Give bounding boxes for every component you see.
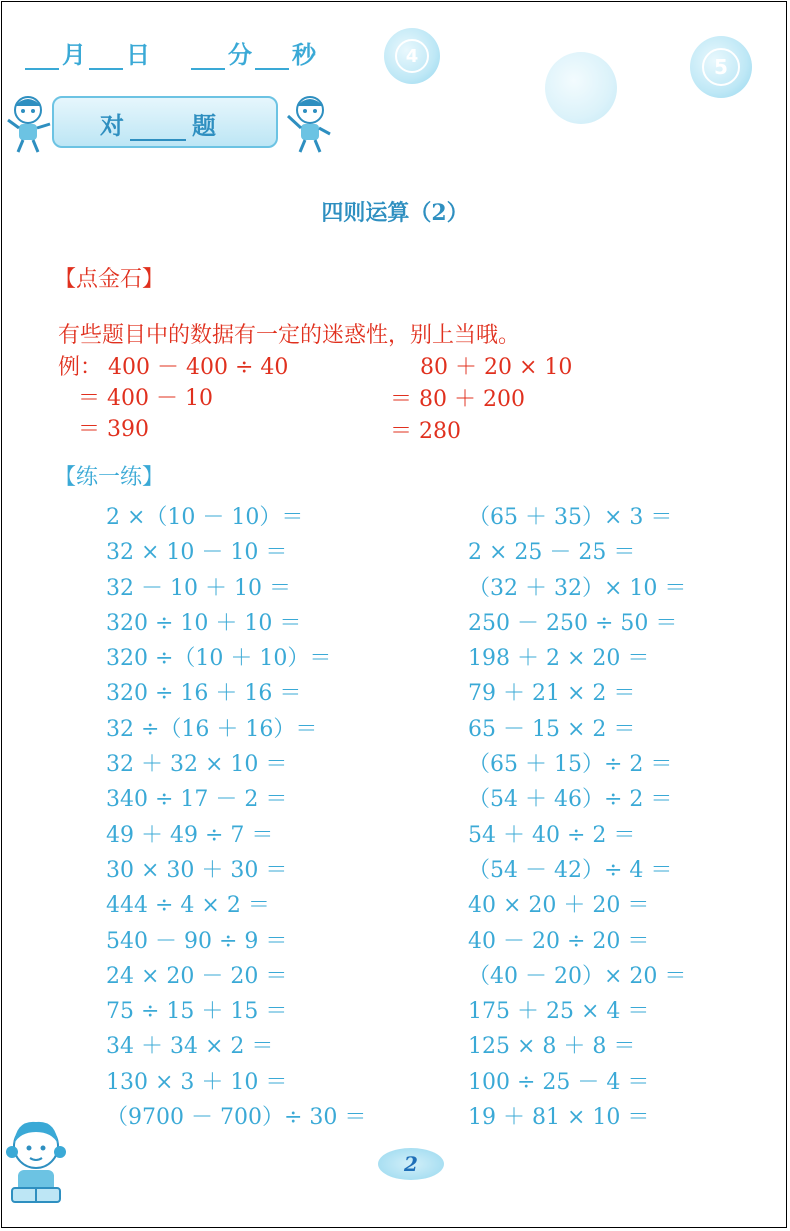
month-label: 月: [62, 41, 86, 69]
problem-right: （54 － 42）÷ 4 ＝: [468, 857, 673, 883]
problem-right: 250 － 250 ÷ 50 ＝: [468, 610, 678, 636]
practice-label: 【练一练】: [54, 465, 165, 490]
day-blank[interactable]: [89, 42, 123, 70]
tip-label: 【点金石】: [54, 267, 165, 292]
problem-right: 40 × 20 ＋ 20 ＝: [468, 893, 650, 919]
problem-left: 32 ÷（16 ＋ 16）＝: [106, 716, 318, 742]
date-time-line: [22, 36, 316, 70]
problem-right: （65 ＋ 15）÷ 2 ＝: [468, 752, 673, 778]
problem-right: （40 － 20）× 20 ＝: [468, 963, 687, 989]
problem-right: 125 × 8 ＋ 8 ＝: [468, 1034, 636, 1060]
problem-right: （54 ＋ 46）÷ 2 ＝: [468, 787, 673, 813]
problem-right: （65 ＋ 35）× 3 ＝: [468, 505, 673, 530]
example-left-line-2: ＝ 400 － 10: [78, 386, 213, 411]
minute-label: 分: [228, 41, 252, 69]
problem-right: 19 ＋ 81 × 10 ＝: [468, 1105, 650, 1131]
problem-left: 49 ＋ 49 ÷ 7 ＝: [106, 822, 274, 848]
problem-left: 2 ×（10 － 10）＝: [106, 505, 304, 530]
banner-right-char: 题: [192, 112, 216, 140]
badge-4-bubble: [384, 28, 440, 84]
minute-blank[interactable]: [191, 42, 225, 70]
problem-left: 320 ÷ 10 ＋ 10 ＝: [106, 610, 302, 636]
problem-right: 100 ÷ 25 － 4 ＝: [468, 1069, 650, 1095]
example-prefix: 例：: [58, 355, 103, 380]
example-right-line-2: ＝ 80 ＋ 200: [390, 387, 525, 412]
month-blank[interactable]: [25, 42, 59, 70]
example-right-line-1: 80 ＋ 20 × 10: [420, 355, 573, 380]
example-right-line-3: ＝ 280: [390, 419, 461, 444]
problem-right: 54 ＋ 40 ÷ 2 ＝: [468, 822, 636, 848]
problem-right: （32 ＋ 32）× 10 ＝: [468, 575, 687, 601]
boy-right-icon: [282, 94, 332, 156]
problem-right: 40 － 20 ÷ 20 ＝: [468, 928, 650, 954]
problem-left: 24 × 20 － 20 ＝: [106, 963, 288, 989]
problem-left: 130 × 3 ＋ 10 ＝: [106, 1069, 288, 1095]
second-label: 秒: [292, 41, 316, 69]
problem-right: 198 ＋ 2 × 20 ＝: [468, 646, 650, 672]
problem-left: 34 ＋ 34 × 2 ＝: [106, 1034, 274, 1060]
problem-left: 75 ÷ 15 ＋ 15 ＝: [106, 999, 288, 1025]
boy-left-icon: [6, 94, 56, 156]
day-label: 日: [126, 41, 150, 69]
problem-left: 444 ÷ 4 × 2 ＝: [106, 893, 270, 919]
problem-left: 32 ＋ 32 × 10 ＝: [106, 752, 288, 778]
problem-left: 32 － 10 ＋ 10 ＝: [106, 575, 291, 601]
problem-left: （9700 － 700）÷ 30 ＝: [106, 1105, 367, 1131]
problem-left: 320 ÷ 16 ＋ 16 ＝: [106, 681, 302, 707]
banner-left-char: 对: [100, 112, 124, 140]
example-left-line-1: 400 － 400 ÷ 40: [108, 355, 289, 380]
second-blank[interactable]: [255, 42, 289, 70]
problem-right: 79 ＋ 21 × 2 ＝: [468, 681, 636, 707]
problem-left: 30 × 30 ＋ 30 ＝: [106, 857, 288, 883]
problem-left: 340 ÷ 17 － 2 ＝: [106, 787, 288, 813]
score-banner-text: [100, 106, 216, 141]
practice-left-column: [106, 500, 366, 1135]
faded-bubble: [545, 52, 617, 124]
problem-right: 175 ＋ 25 × 4 ＝: [468, 999, 650, 1025]
problem-left: 540 － 90 ÷ 9 ＝: [106, 928, 288, 954]
problem-right: 65 － 15 × 2 ＝: [468, 716, 636, 742]
page-number: 2: [378, 1148, 444, 1180]
problem-left: 320 ÷（10 ＋ 10）＝: [106, 646, 332, 672]
page-title: 四则运算（2）: [321, 200, 469, 226]
tip-text: 有些题目中的数据有一定的迷惑性，别上当哦。: [58, 323, 521, 348]
example-left-line-3: ＝ 390: [78, 417, 149, 442]
practice-right-column: [468, 500, 686, 1135]
score-blank[interactable]: [130, 113, 186, 141]
badge-4: 4: [395, 39, 429, 73]
badge-5-bubble: [690, 36, 752, 98]
reading-girl-icon: [4, 1118, 68, 1210]
problem-left: 32 × 10 － 10 ＝: [106, 540, 288, 566]
problem-right: 2 × 25 － 25 ＝: [468, 540, 636, 566]
badge-5: 5: [702, 48, 740, 86]
